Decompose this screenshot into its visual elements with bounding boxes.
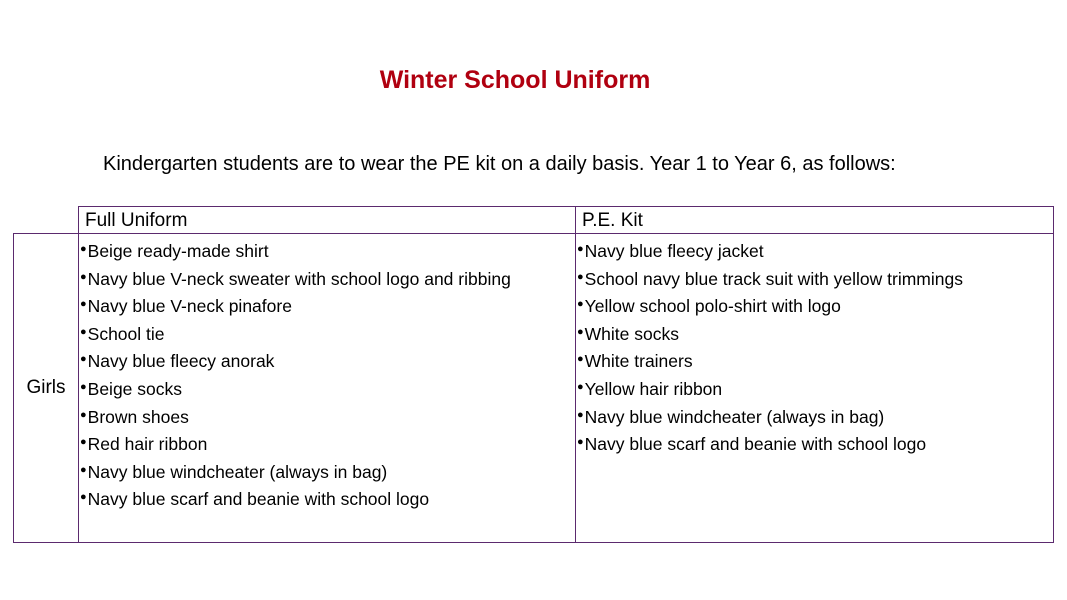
list-item	[576, 265, 1053, 293]
bullet-icon: ●	[80, 436, 87, 449]
pe-kit-item: School navy blue track suit with yellow trimmings	[584, 268, 963, 289]
list-item	[576, 237, 1053, 265]
pe-kit-item: White trainers	[584, 351, 693, 372]
bullet-icon: ●	[80, 353, 87, 366]
bullet-icon: ●	[80, 298, 87, 311]
list-item	[79, 485, 575, 513]
list-item	[79, 430, 575, 458]
full-uniform-cell	[79, 234, 576, 542]
list-item	[576, 347, 1053, 375]
list-item	[576, 292, 1053, 320]
full-uniform-item: Beige ready-made shirt	[87, 241, 269, 261]
bullet-icon: ●	[577, 380, 584, 393]
bullet-icon: ●	[80, 270, 87, 283]
list-item	[79, 458, 575, 486]
list-item	[79, 292, 575, 320]
list-item	[576, 430, 1053, 458]
full-uniform-item: Beige socks	[87, 378, 183, 399]
bullet-icon: ●	[80, 491, 87, 504]
pe-kit-item: Navy blue scarf and beanie with school logo	[584, 434, 927, 455]
row-label-text: Girls	[26, 377, 66, 398]
list-item	[79, 403, 575, 431]
list-item	[79, 347, 575, 375]
bullet-icon: ●	[577, 436, 584, 449]
header-pe-kit: P.E. Kit	[582, 210, 643, 231]
pe-kit-cell	[576, 234, 1053, 542]
pe-kit-list	[576, 237, 1053, 458]
pe-kit-item: Navy blue fleecy jacket	[584, 241, 764, 261]
list-item	[79, 375, 575, 403]
bullet-icon: ●	[80, 408, 87, 421]
full-uniform-list	[79, 237, 575, 513]
full-uniform-item: Navy blue windcheater (always in bag)	[87, 461, 388, 482]
table-row-girls	[13, 233, 1054, 543]
full-uniform-item: Navy blue V-neck sweater with school logo and ribbing	[87, 268, 511, 289]
bullet-icon: ●	[80, 325, 87, 338]
full-uniform-item: Navy blue fleecy anorak	[87, 351, 275, 372]
list-item	[79, 265, 575, 293]
row-label-girls	[14, 234, 79, 542]
full-uniform-item: Navy blue V-neck pinafore	[87, 296, 292, 317]
bullet-icon: ●	[577, 408, 584, 421]
bullet-icon: ●	[577, 353, 584, 366]
header-full-uniform: Full Uniform	[79, 207, 576, 234]
list-item	[576, 403, 1053, 431]
list-item	[79, 237, 575, 265]
bullet-icon: ●	[80, 463, 87, 476]
pe-kit-item: White socks	[584, 323, 679, 344]
pe-kit-item: Yellow hair ribbon	[584, 378, 723, 399]
list-item	[576, 375, 1053, 403]
slide-title: Winter School Uniform	[379, 66, 651, 94]
bullet-icon: ●	[80, 243, 87, 255]
table-header-row	[78, 206, 1054, 234]
bullet-icon: ●	[577, 270, 584, 283]
list-item	[79, 320, 575, 348]
bullet-icon: ●	[577, 298, 584, 311]
bullet-icon: ●	[577, 243, 584, 255]
bullet-icon: ●	[577, 325, 584, 338]
full-uniform-item: Red hair ribbon	[87, 434, 208, 455]
full-uniform-item: Brown shoes	[87, 406, 189, 427]
intro-text: Kindergarten students are to wear the PE kit on a daily basis. Year 1 to Year 6, as follows:	[103, 153, 896, 175]
bullet-icon: ●	[80, 380, 87, 393]
full-uniform-item: Navy blue scarf and beanie with school logo	[87, 489, 430, 510]
pe-kit-item: Yellow school polo-shirt with logo	[584, 296, 841, 317]
pe-kit-item: Navy blue windcheater (always in bag)	[584, 406, 885, 427]
list-item	[576, 320, 1053, 348]
full-uniform-item: School tie	[87, 323, 165, 344]
